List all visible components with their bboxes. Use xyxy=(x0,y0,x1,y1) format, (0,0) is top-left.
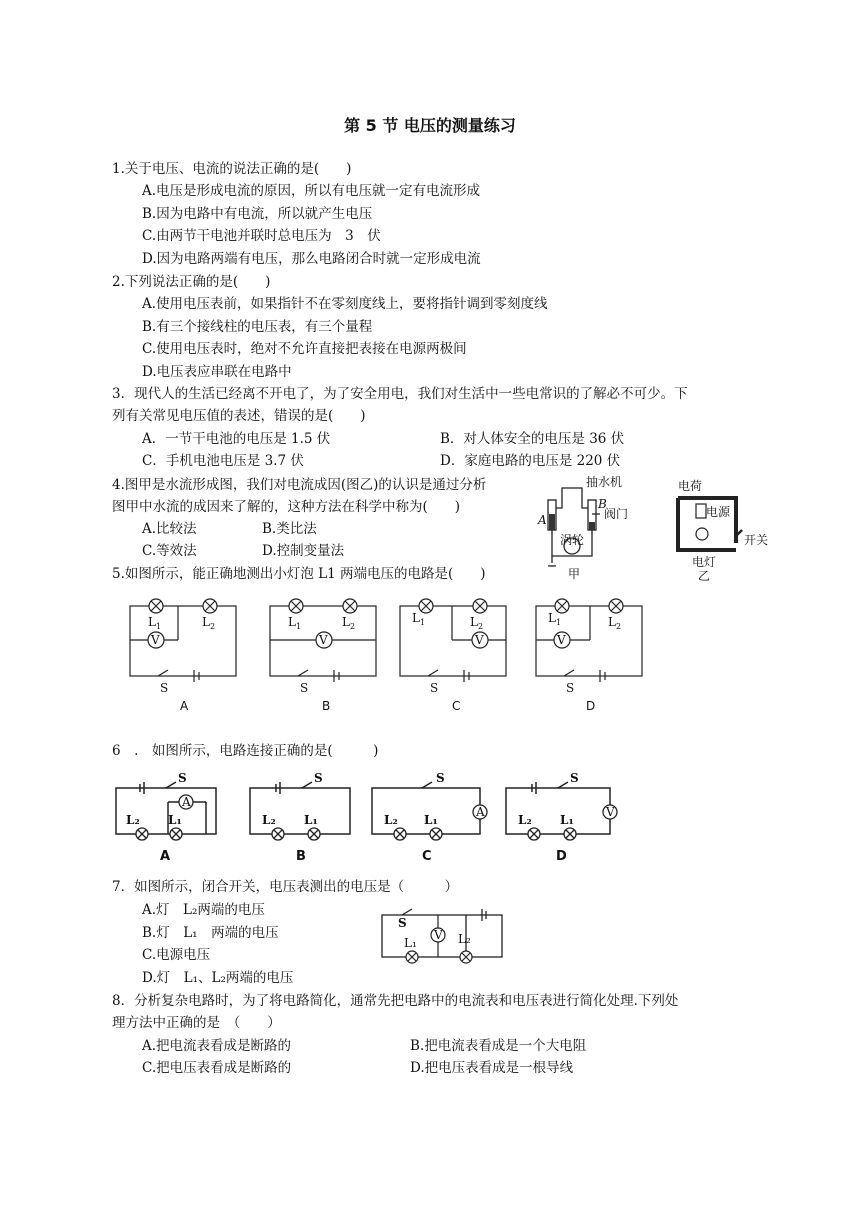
lamp-icon xyxy=(473,599,487,613)
lamp-icon xyxy=(555,599,569,613)
q1-option-a: A.电压是形成电流的原因，所以有电压就一定有电流形成 xyxy=(142,183,481,199)
lamp-icon xyxy=(460,951,472,963)
fig-jia-caption: 甲 xyxy=(568,567,581,581)
q4-option-a: A.比较法 xyxy=(142,521,197,537)
svg-text:L₁: L₁ xyxy=(304,813,318,827)
q3-stem-line2: 列有关常见电压值的表述，错误的是( ) xyxy=(112,408,366,424)
q5-circuit-a xyxy=(130,606,236,682)
q8-stem-line1: 8．分析复杂电路时，为了将电路简化，通常先把电路中的电流表和电压表进行简化处理.下列处 xyxy=(112,993,679,1009)
q4-stem-line1: 4.图甲是水流形成图，我们对电流成因(图乙)的认识是通过分析 xyxy=(112,477,487,493)
q6-caption-c: C xyxy=(422,849,432,864)
q7-option-d: D.灯 L₁、L₂两端的电压 xyxy=(142,970,294,986)
l1-label: L xyxy=(548,611,556,625)
q4-option-b: B.类比法 xyxy=(262,521,317,537)
svg-text:L2: $L_2$ xyxy=(470,615,484,631)
switch-label: S xyxy=(430,681,439,695)
lamp-icon xyxy=(308,828,320,840)
q6-stem: 6 . 如图所示，电路连接正确的是( ) xyxy=(112,743,379,759)
svg-text:S: S xyxy=(314,771,323,785)
q4-stem-line2: 图甲中水流的成因来了解的，这种方法在科学中称为( ) xyxy=(112,499,461,515)
svg-text:S: S xyxy=(436,771,445,785)
l1-label: L xyxy=(148,615,156,629)
q4-option-c: C.等效法 xyxy=(142,543,197,559)
voltmeter-label: V xyxy=(475,633,484,647)
svg-text:L₂: L₂ xyxy=(384,813,398,827)
voltmeter-label: V xyxy=(606,805,615,819)
q8-option-c: C.把电压表看成是断路的 xyxy=(142,1060,292,1076)
voltmeter-label: V xyxy=(557,633,566,647)
svg-text:L1: $L_1$ xyxy=(548,611,562,627)
lamp-icon xyxy=(272,828,284,840)
lamp-icon xyxy=(203,599,217,613)
q3-stem-line1: 3．现代人的生活已经离不开电了，为了安全用电，我们对生活中一些电常识的了解必不可少。下 xyxy=(112,386,688,402)
voltmeter-label: V xyxy=(434,928,443,942)
lamp-icon xyxy=(136,828,148,840)
svg-text:S: S xyxy=(570,771,579,785)
q4-option-d: D.控制变量法 xyxy=(262,543,345,559)
svg-text:L₂: L₂ xyxy=(126,813,140,827)
q6-circuits-figure xyxy=(110,772,630,867)
charge-label: 电荷 xyxy=(678,479,703,493)
lamp-icon xyxy=(609,599,623,613)
lamp-icon xyxy=(289,599,303,613)
point-a-label: A xyxy=(538,513,547,527)
lamp-icon xyxy=(394,828,406,840)
voltmeter-label: V xyxy=(319,633,328,647)
svg-text:L1: $L_1$ xyxy=(412,611,426,627)
q8-option-a: A.把电流表看成是断路的 xyxy=(142,1038,292,1054)
pump-label: 抽水机 xyxy=(586,475,623,489)
q6-caption-b: B xyxy=(296,849,306,864)
svg-text:L₂: L₂ xyxy=(518,813,532,827)
svg-text:L₂: L₂ xyxy=(262,813,276,827)
lamp-icon xyxy=(343,599,357,613)
l2-label: L xyxy=(342,615,350,629)
q7-stem: 7．如图所示，闭合开关，电压表测出的电压是（ ） xyxy=(112,879,459,895)
turbine-label: 涡轮 xyxy=(560,533,585,547)
point-b-label: B xyxy=(598,497,607,511)
l1-label: L₁ xyxy=(404,936,417,950)
svg-text:L₁: L₁ xyxy=(168,813,182,827)
current-circuit-figure xyxy=(668,478,778,583)
battery-icon xyxy=(696,504,706,518)
lamp-icon xyxy=(528,828,540,840)
q1-option-b: B.因为电路中有电流，所以就产生电压 xyxy=(142,206,373,222)
q6-caption-d: D xyxy=(556,849,567,864)
q1-option-c: C.由两节干电池并联时总电压为 3 伏 xyxy=(142,228,381,244)
ammeter-label: A xyxy=(476,805,485,819)
source-label: 电源 xyxy=(706,505,731,519)
q1-option-d: D.因为电路两端有电压，那么电路闭合时就一定形成电流 xyxy=(142,251,481,267)
q8-option-b: B.把电流表看成是一个大电阻 xyxy=(410,1038,587,1054)
fig-yi-caption: 乙 xyxy=(698,569,711,583)
voltmeter-label: V xyxy=(151,633,160,647)
l2-label: L xyxy=(470,615,478,629)
water-flow-figure xyxy=(538,475,658,583)
q7-option-a: A.灯 L₂两端的电压 xyxy=(142,902,265,918)
svg-text:L2: $L_2$ xyxy=(608,615,622,631)
q5-caption-c: C xyxy=(452,699,461,713)
q2-option-c: C.使用电压表时，绝对不允许直接把表接在电源两极间 xyxy=(142,341,467,357)
q5-circuits-figure xyxy=(120,592,680,717)
switch-label: S xyxy=(160,681,169,695)
l2-label: L₂ xyxy=(458,932,471,946)
q6-caption-a: A xyxy=(160,849,171,864)
q8-option-d: D.把电压表看成是一根导线 xyxy=(410,1060,574,1076)
svg-text:S: S xyxy=(178,771,187,785)
q2-option-d: D.电压表应串联在电路中 xyxy=(142,364,292,380)
q2-stem: 2.下列说法正确的是( ) xyxy=(112,274,271,290)
svg-text:L₁: L₁ xyxy=(560,813,574,827)
q3-option-d: D．家庭电路的电压是 220 伏 xyxy=(440,453,621,469)
ammeter-label: A xyxy=(182,795,191,809)
lamp-icon xyxy=(430,828,442,840)
lamp-label: 电灯 xyxy=(692,555,717,569)
switch-label: S xyxy=(300,681,309,695)
lamp-icon xyxy=(170,828,182,840)
lamp-icon xyxy=(696,528,708,540)
q2-option-b: B.有三个接线柱的电压表，有三个量程 xyxy=(142,319,373,335)
lamp-icon xyxy=(419,599,433,613)
svg-text:L2: $L_2$ xyxy=(202,615,216,631)
lamp-icon xyxy=(564,828,576,840)
q5-caption-a: A xyxy=(180,699,189,713)
lamp-icon xyxy=(149,599,163,613)
svg-text:L1: $L_1$ xyxy=(288,615,302,631)
l1-label: L xyxy=(288,615,296,629)
l1-label: L xyxy=(412,611,420,625)
valve-label: 阀门 xyxy=(604,507,629,521)
svg-text:L₁: L₁ xyxy=(424,813,438,827)
q5-caption-b: B xyxy=(322,699,331,713)
svg-text:L1: $L_1$ xyxy=(148,615,162,631)
lamp-icon xyxy=(406,951,418,963)
svg-text:L2: $L_2$ xyxy=(342,615,356,631)
q1-stem: 1.关于电压、电流的说法正确的是( ) xyxy=(112,161,352,177)
l2-label: L xyxy=(608,615,616,629)
q8-stem-line2: 理方法中正确的是 （ ） xyxy=(112,1015,281,1031)
q7-option-c: C.电源电压 xyxy=(142,947,211,963)
switch-label: S xyxy=(566,681,575,695)
l2-label: L xyxy=(202,615,210,629)
q7-circuit-figure xyxy=(378,903,508,965)
switch-label: S xyxy=(398,916,407,930)
q2-option-a: A.使用电压表前，如果指针不在零刻度线上，要将指针调到零刻度线 xyxy=(142,296,548,312)
q3-option-c: C．手机电池电压是 3.7 伏 xyxy=(142,453,304,469)
q5-caption-d: D xyxy=(586,699,596,713)
q7-option-b: B.灯 L₁ 两端的电压 xyxy=(142,925,279,941)
page-title: 第 5 节 电压的测量练习 xyxy=(344,116,516,135)
q3-option-b: B．对人体安全的电压是 36 伏 xyxy=(440,431,625,447)
switch-label: 开关 xyxy=(744,533,769,547)
q3-option-a: A．一节干电池的电压是 1.5 伏 xyxy=(142,431,331,447)
q5-stem: 5.如图所示，能正确地测出小灯泡 L1 两端电压的电路是( ) xyxy=(112,566,486,582)
